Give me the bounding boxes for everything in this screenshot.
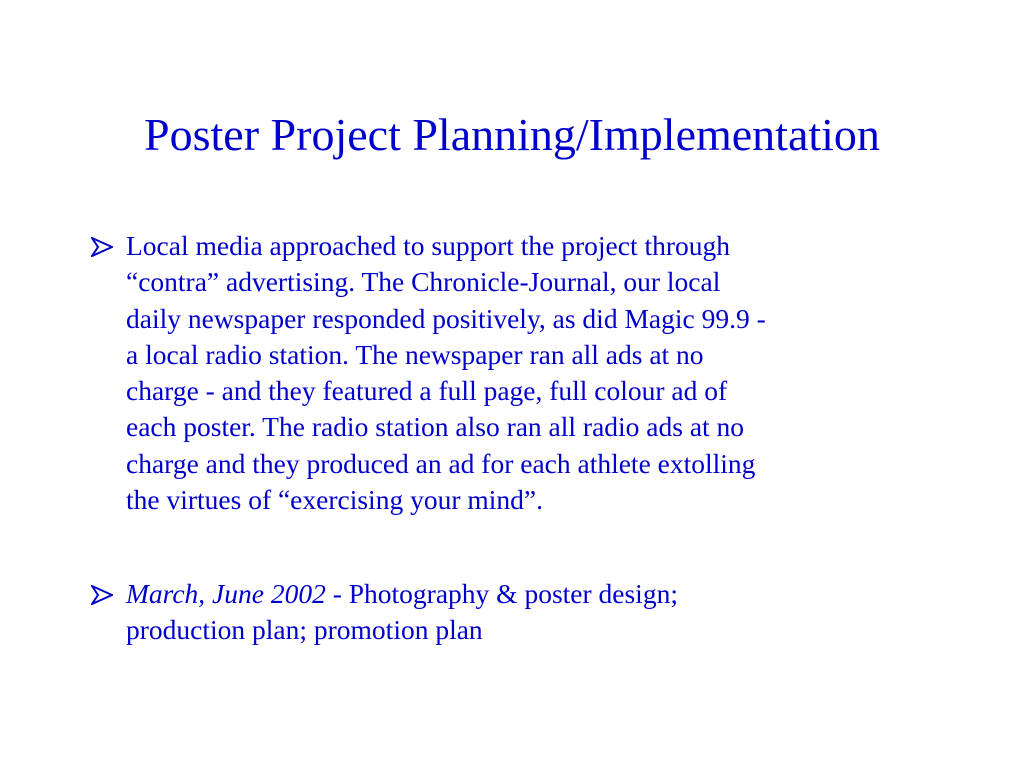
bullet-line: charge - and they featured a full page, full colour ad of <box>126 375 728 407</box>
bullet-line: production plan; promotion plan <box>126 614 483 646</box>
bullet-line: charge and they produced an ad for each athlete extolling <box>126 447 756 479</box>
bullet-line: “contra” advertising. The Chronicle-Journal, our local <box>126 266 721 298</box>
bullet-line: the virtues of “exercising your mind”. <box>126 484 543 516</box>
bullet-line: each poster. The radio station also ran all radio ads at no <box>126 411 745 443</box>
arrowhead-bullet-icon <box>89 228 117 264</box>
slide-title: Poster Project Planning/Implementation <box>144 109 880 160</box>
schedule-description: - Photography & poster design; <box>325 578 678 609</box>
schedule-date: March, June 2002 <box>126 578 326 609</box>
bullet-text <box>126 576 936 649</box>
bullet-text <box>126 228 936 518</box>
bullet-line: a local radio station. The newspaper ran all ads at no <box>126 338 704 370</box>
bullet-line <box>126 576 936 612</box>
arrowhead-bullet-icon <box>89 576 117 612</box>
bullet-line: Local media approached to support the project through <box>126 230 731 261</box>
bullet-line: daily newspaper responded positively, as did Magic 99.9 - <box>126 302 766 334</box>
